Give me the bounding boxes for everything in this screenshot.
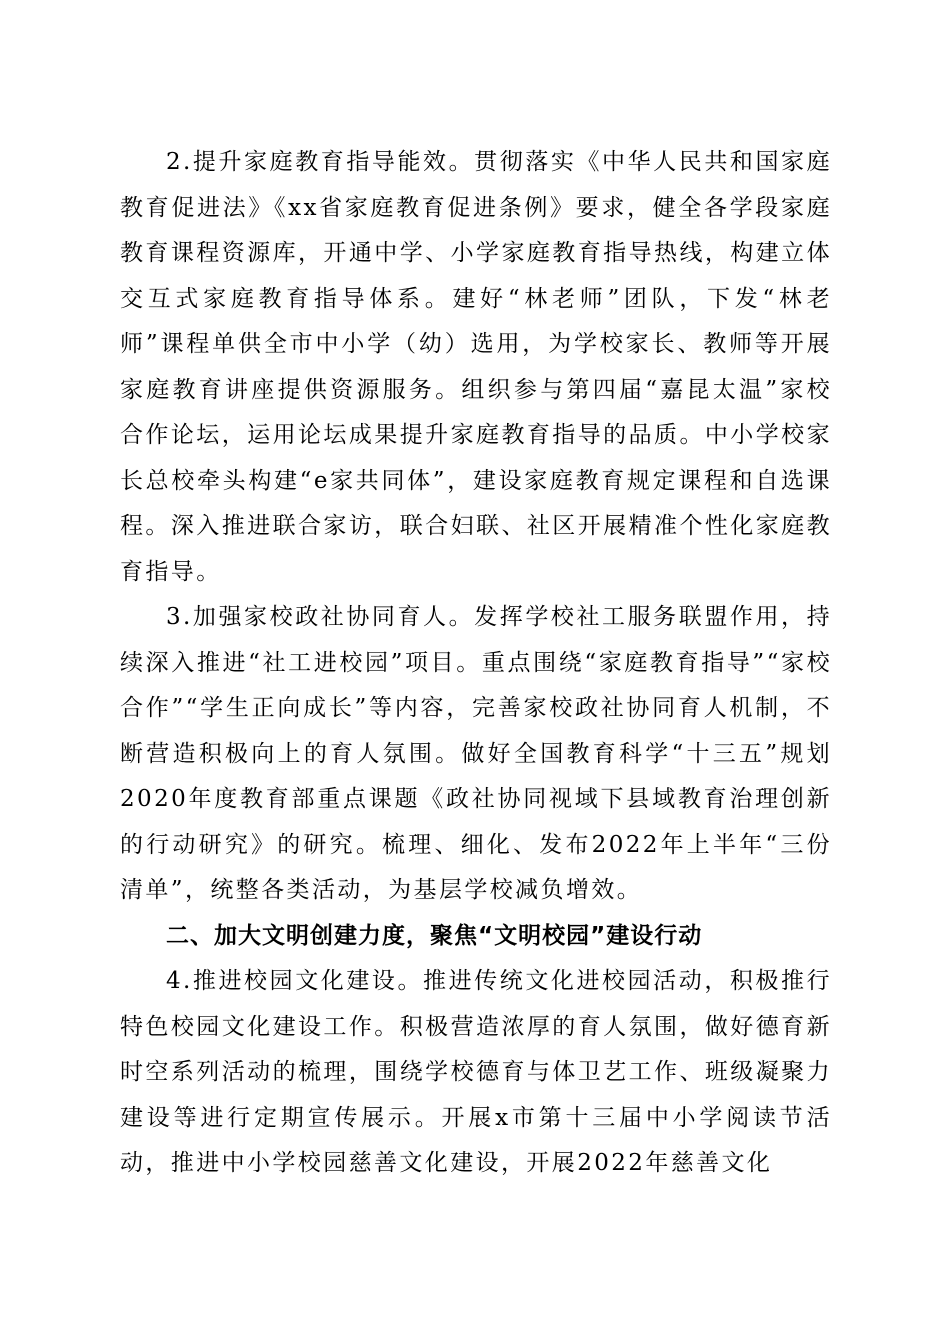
paragraph-family-education: 2.提升家庭教育指导能效。贯彻落实《中华人民共和国家庭教育促进法》《xx省家庭教育促进条例》要求，健全各学段家庭教育课程资源库，开通中学、小学家庭教育指导热线，构建立体交互式家庭教育指导体系。建好“林老师”团队，下发“林老师”课程单供全市中小学（幼）选用，为学校家长、教师等开展家庭教育讲座提供资源服务。组织参与第四届“嘉昆太温”家校合作论坛，运用论坛成果提升家庭教育指导的品质。中小学校家长总校牵头构建“e家共同体”，建设家庭教育规定课程和自选课程。深入推进联合家访，联合妇联、社区开展精准个性化家庭教育指导。 xyxy=(120,149,832,585)
paragraph-home-school-collaboration: 3.加强家校政社协同育人。发挥学校社工服务联盟作用，持续深入推进“社工进校园”项目。重点围绕“家庭教育指导”“家校合作”“学生正向成长”等内容，完善家校政社协同育人机制，不断营造积极向上的育人氛围。做好全国教育科学“十三五”规划2020年度教育部重点课题《政社协同视域下县域教育治理创新的行动研究》的研究。梳理、细化、发布2022年上半年“三份清单”，统整各类活动，为基层学校减负增效。 xyxy=(120,604,832,903)
document-body xyxy=(120,140,832,1187)
paragraph-campus-culture: 4.推进校园文化建设。推进传统文化进校园活动，积极推行特色校园文化建设工作。积极营造浓厚的育人氛围，做好德育新时空系列活动的梳理，围绕学校德育与体卫艺工作、班级凝聚力建设等进行定期宣传展示。开展x市第十三届中小学阅读节活动，推进中小学校园慈善文化建设，开展2022年慈善文化 xyxy=(120,968,832,1176)
section-heading-civilized-campus: 二、加大文明创建力度，聚焦“文明校园”建设行动 xyxy=(166,922,703,949)
